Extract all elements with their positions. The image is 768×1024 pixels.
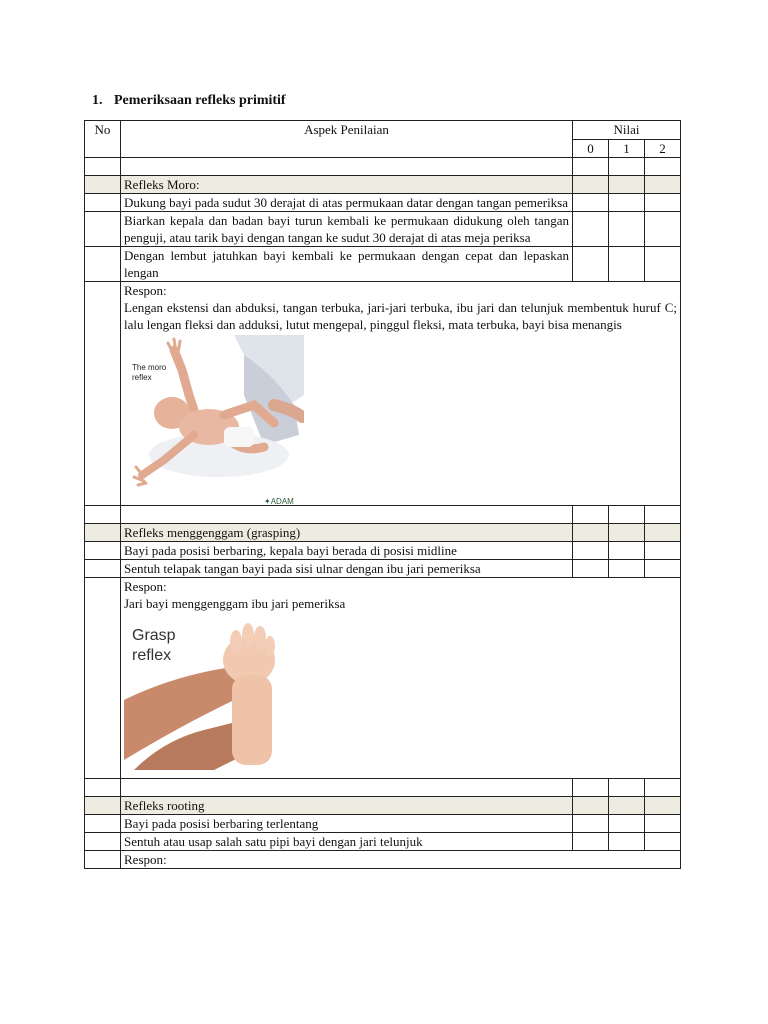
- score-cell[interactable]: [645, 212, 681, 247]
- page-title: [92, 93, 286, 109]
- score-cell[interactable]: [573, 212, 609, 247]
- blank-row: [85, 779, 681, 797]
- header-no: No: [85, 121, 121, 158]
- score-header-1: 1: [609, 140, 645, 158]
- respon-row-rooting: [85, 851, 681, 869]
- respon-text-moro: Lengan ekstensi dan abduksi, tangan terbuka, jari-jari terbuka, ibu jari dan telunjuk membentuk huruf C; lalu lengan fleksi dan adduksi, lutut mengepal, pinggul fleksi, mata terbuka, bayi bisa menangis: [124, 300, 677, 332]
- score-cell[interactable]: [609, 560, 645, 578]
- assessment-table: [84, 120, 681, 869]
- moro-illustration: [124, 335, 304, 505]
- score-cell[interactable]: [609, 247, 645, 282]
- score-cell[interactable]: [645, 833, 681, 851]
- score-cell[interactable]: [609, 542, 645, 560]
- table-row: [85, 194, 681, 212]
- respon-label: Respon:: [124, 283, 167, 298]
- moro-figure-caption: The moro reflex: [132, 363, 167, 382]
- adam-logo: ✦ADAM: [264, 497, 294, 506]
- score-cell[interactable]: [645, 560, 681, 578]
- respon-text-grasping: Jari bayi menggenggam ibu jari pemeriksa: [124, 596, 346, 611]
- section-title-grasping: Refleks menggenggam (grasping): [121, 524, 573, 542]
- table-header-row: [85, 121, 681, 140]
- blank-row: [85, 158, 681, 176]
- heading-number: 1.: [92, 93, 103, 108]
- table-row: [85, 815, 681, 833]
- score-cell[interactable]: [573, 833, 609, 851]
- grasp-figure-caption: Grasp reflex: [132, 627, 176, 664]
- rooting-item-1: Bayi pada posisi berbaring terlentang: [121, 815, 573, 833]
- heading-text: Pemeriksaan refleks primitif: [114, 93, 286, 108]
- section-grasping: [85, 524, 681, 542]
- score-header-0: 0: [573, 140, 609, 158]
- score-cell[interactable]: [645, 194, 681, 212]
- score-cell[interactable]: [609, 194, 645, 212]
- grasping-item-2: Sentuh telapak tangan bayi pada sisi ulnar dengan ibu jari pemeriksa: [121, 560, 573, 578]
- moro-item-1: Dukung bayi pada sudut 30 derajat di atas permukaan datar dengan tangan pemeriksa: [121, 194, 573, 212]
- score-cell[interactable]: [609, 815, 645, 833]
- section-moro: [85, 176, 681, 194]
- rooting-item-2: Sentuh atau usap salah satu pipi bayi dengan jari telunjuk: [121, 833, 573, 851]
- table-row: [85, 833, 681, 851]
- grasp-reflex-figure: [124, 620, 308, 778]
- blank-row: [85, 506, 681, 524]
- respon-label: Respon:: [124, 579, 167, 594]
- header-nilai: Nilai: [573, 121, 681, 140]
- respon-row-grasping: [85, 578, 681, 779]
- score-cell[interactable]: [573, 815, 609, 833]
- table-row: [85, 247, 681, 282]
- section-title-rooting: Refleks rooting: [121, 797, 573, 815]
- moro-item-2: Biarkan kepala dan badan bayi turun kembali ke permukaan didukung oleh tangan penguji, atau tarik bayi dengan tangan ke sudut 30 derajat di atas meja periksa: [121, 212, 573, 247]
- score-cell[interactable]: [609, 212, 645, 247]
- header-aspek: Aspek Penilaian: [121, 121, 573, 158]
- score-cell[interactable]: [645, 815, 681, 833]
- moro-item-3: Dengan lembut jatuhkan bayi kembali ke permukaan dengan cepat dan lepaskan lengan: [121, 247, 573, 282]
- moro-reflex-figure: [124, 335, 304, 505]
- score-cell[interactable]: [573, 194, 609, 212]
- score-cell[interactable]: [573, 560, 609, 578]
- score-cell[interactable]: [573, 247, 609, 282]
- section-rooting: [85, 797, 681, 815]
- table-row: [85, 560, 681, 578]
- score-cell[interactable]: [645, 542, 681, 560]
- score-cell[interactable]: [609, 833, 645, 851]
- grasping-item-1: Bayi pada posisi berbaring, kepala bayi berada di posisi midline: [121, 542, 573, 560]
- section-title-moro: Refleks Moro:: [121, 176, 573, 194]
- table-row: [85, 542, 681, 560]
- score-header-2: 2: [645, 140, 681, 158]
- respon-label: Respon:: [121, 851, 681, 869]
- respon-row-moro: [85, 282, 681, 506]
- table-row: [85, 212, 681, 247]
- score-cell[interactable]: [645, 247, 681, 282]
- score-cell[interactable]: [573, 542, 609, 560]
